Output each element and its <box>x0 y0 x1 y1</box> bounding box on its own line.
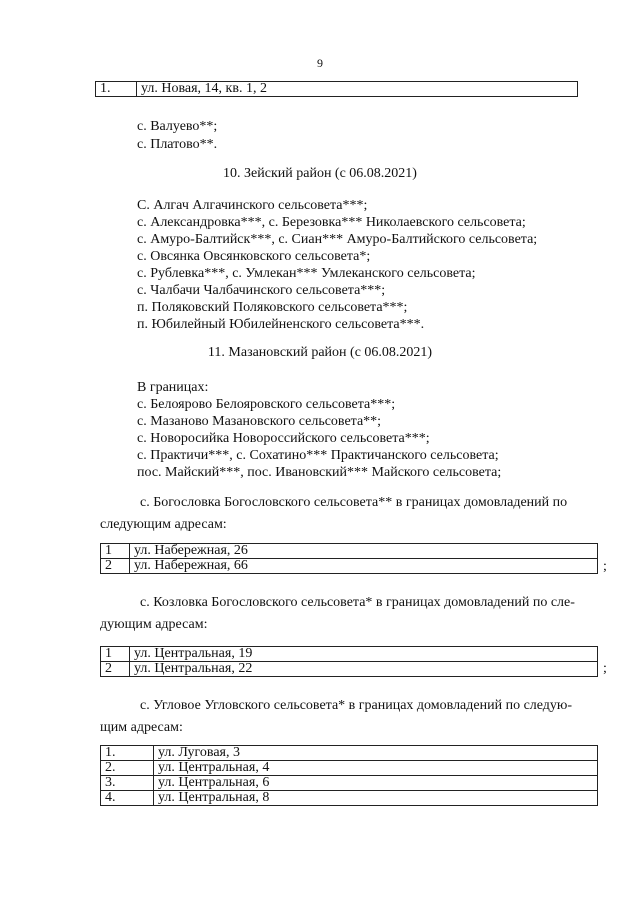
list-item: В границах: <box>137 380 209 395</box>
row-number: 1 <box>101 647 130 662</box>
row-address: ул. Центральная, 22 <box>130 662 598 677</box>
list-item: с. Александровка***, с. Березовка*** Николаевского сельсовета; <box>137 215 526 230</box>
table-row <box>101 761 598 776</box>
table-row <box>101 544 598 559</box>
section-10-heading: 10. Зейский район (с 06.08.2021) <box>223 166 417 181</box>
row-address: ул. Набережная, 66 <box>130 559 598 574</box>
list-item: с. Амуро-Балтийск***, с. Сиан*** Амуро-Балтийского сельсовета; <box>137 232 538 247</box>
page-number: 9 <box>317 56 323 70</box>
table-row <box>101 647 598 662</box>
table-row <box>101 746 598 761</box>
list-item: с. Мазаново Мазановского сельсовета**; <box>137 414 382 429</box>
row-address: ул. Центральная, 6 <box>154 776 598 791</box>
list-item: с. Рублевка***, с. Умлекан*** Умлеканского сельсовета; <box>137 266 476 281</box>
row-address: ул. Центральная, 19 <box>130 647 598 662</box>
uglovoe-paragraph <box>100 695 600 739</box>
row-number: 1. <box>101 746 154 761</box>
paragraph-line: следующим адресам: <box>100 517 227 532</box>
row-number: 1. <box>96 82 137 97</box>
list-item: с. Овсянка Овсянковского сельсовета*; <box>137 249 371 264</box>
list-item: С. Алгач Алгачинского сельсовета***; <box>137 198 368 213</box>
intro-item: с. Платово**. <box>137 137 218 152</box>
row-address: ул. Набережная, 26 <box>130 544 598 559</box>
uglovoe-address-table <box>100 745 598 806</box>
list-item: пос. Майский***, пос. Ивановский*** Майского сельсовета; <box>137 465 502 480</box>
list-item: с. Чалбачи Чалбачинского сельсовета***; <box>137 283 386 298</box>
table-terminator: ; <box>603 559 607 574</box>
row-address: ул. Новая, 14, кв. 1, 2 <box>137 82 578 97</box>
list-item: с. Практичи***, с. Сохатино*** Практичанского сельсовета; <box>137 448 499 463</box>
table-terminator: ; <box>603 661 607 676</box>
section-11-list <box>137 379 501 481</box>
paragraph-line: дующим адресам: <box>100 617 208 632</box>
row-number: 2 <box>101 559 130 574</box>
row-address: ул. Центральная, 4 <box>154 761 598 776</box>
top-address-table <box>95 81 578 97</box>
row-number: 2 <box>101 662 130 677</box>
paragraph-line: с. Богословка Богословского сельсовета** в границах домовладений по <box>140 495 568 510</box>
table-row <box>96 82 578 97</box>
list-item: с. Белоярово Белояровского сельсовета***; <box>137 397 396 412</box>
section-10-list <box>137 197 537 333</box>
row-number: 1 <box>101 544 130 559</box>
kozlovka-address-table <box>100 646 598 677</box>
section-11-heading: 11. Мазановский район (с 06.08.2021) <box>207 345 433 360</box>
intro-item: с. Валуево**; <box>137 119 218 134</box>
paragraph-line: щим адресам: <box>100 720 183 735</box>
table-row <box>101 559 598 574</box>
list-item: п. Поляковский Поляковского сельсовета***; <box>137 300 408 315</box>
kozlovka-paragraph <box>100 592 600 636</box>
bogoslovka-paragraph <box>100 492 600 536</box>
row-address: ул. Луговая, 3 <box>154 746 598 761</box>
list-item: с. Новоросийка Новороссийского сельсовета***; <box>137 431 430 446</box>
paragraph-line: с. Козловка Богословского сельсовета* в границах домовладений по сле- <box>140 595 575 610</box>
table-row <box>101 776 598 791</box>
row-address: ул. Центральная, 8 <box>154 791 598 806</box>
bogoslovka-address-table <box>100 543 598 574</box>
list-item: п. Юбилейный Юбилейненского сельсовета***. <box>137 317 425 332</box>
row-number: 4. <box>101 791 154 806</box>
row-number: 3. <box>101 776 154 791</box>
row-number: 2. <box>101 761 154 776</box>
table-row <box>101 791 598 806</box>
paragraph-line: с. Угловое Угловского сельсовета* в границах домовладений по следую- <box>140 698 573 713</box>
table-row <box>101 662 598 677</box>
